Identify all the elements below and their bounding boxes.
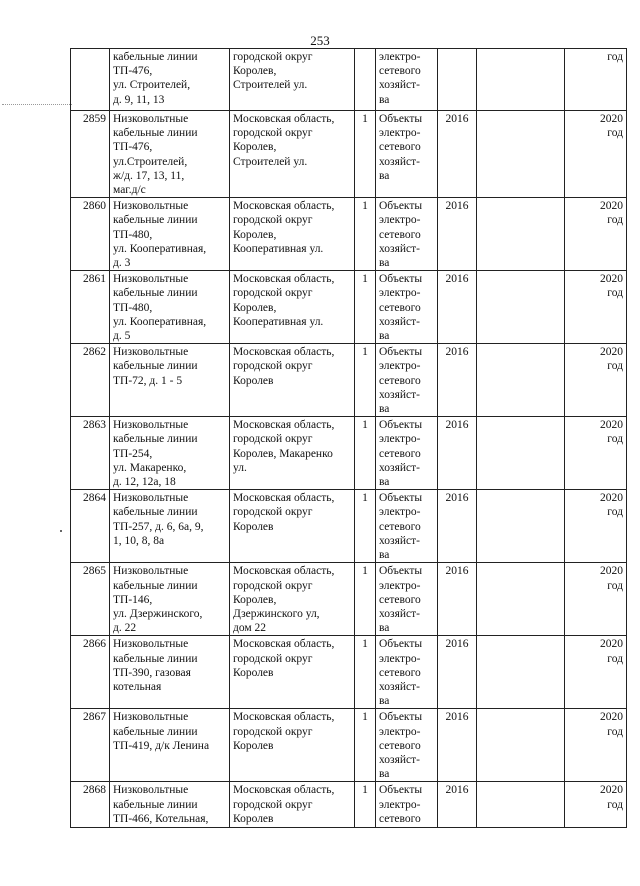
end-year: год	[565, 49, 627, 111]
object-type: Объекты электро- сетевого хозяйст- ва	[376, 417, 438, 490]
row-number: 2865	[71, 563, 110, 636]
row-number: 2868	[71, 782, 110, 828]
table-row	[71, 636, 627, 709]
address: Московская область, городской округ Королев	[230, 490, 355, 563]
empty-cell	[477, 111, 565, 198]
object-type: Объекты электро- сетевого	[376, 782, 438, 828]
year: 2016	[438, 636, 477, 709]
address: Московская область, городской округ Королев	[230, 344, 355, 417]
year: 2016	[438, 709, 477, 782]
registry-table	[70, 48, 627, 828]
row-number: 2863	[71, 417, 110, 490]
year: 2016	[438, 490, 477, 563]
line-name: кабельные линии ТП-476, ул. Строителей, д. 9, 11, 13	[110, 49, 230, 111]
address: Московская область, городской округ Королев	[230, 782, 355, 828]
end-year: 2020 год	[565, 563, 627, 636]
quantity: 1	[355, 344, 376, 417]
quantity: 1	[355, 271, 376, 344]
address: Московская область, городской округ Королев, Строителей ул.	[230, 111, 355, 198]
empty-cell	[477, 417, 565, 490]
empty-cell	[477, 198, 565, 271]
empty-cell	[477, 782, 565, 828]
quantity: 1	[355, 782, 376, 828]
quantity: 1	[355, 417, 376, 490]
quantity	[355, 49, 376, 111]
object-type: Объекты электро- сетевого хозяйст- ва	[376, 636, 438, 709]
quantity: 1	[355, 563, 376, 636]
empty-cell	[477, 271, 565, 344]
address: городской округ Королев, Строителей ул.	[230, 49, 355, 111]
quantity: 1	[355, 636, 376, 709]
table-row	[71, 271, 627, 344]
table-row	[71, 709, 627, 782]
end-year: 2020 год	[565, 709, 627, 782]
address: Московская область, городской округ Королев, Кооперативная ул.	[230, 271, 355, 344]
end-year: 2020 год	[565, 271, 627, 344]
address: Московская область, городской округ Королев, Дзержинского ул, дом 22	[230, 563, 355, 636]
table-row	[71, 417, 627, 490]
object-type: Объекты электро- сетевого хозяйст- ва	[376, 198, 438, 271]
year: 2016	[438, 344, 477, 417]
row-number	[71, 49, 110, 111]
row-number: 2861	[71, 271, 110, 344]
line-name: Низковольтные кабельные линии ТП-72, д. 1 - 5	[110, 344, 230, 417]
quantity: 1	[355, 198, 376, 271]
row-number: 2866	[71, 636, 110, 709]
year: 2016	[438, 111, 477, 198]
empty-cell	[477, 709, 565, 782]
row-number: 2864	[71, 490, 110, 563]
empty-cell	[477, 49, 565, 111]
year: 2016	[438, 782, 477, 828]
quantity: 1	[355, 709, 376, 782]
row-number: 2860	[71, 198, 110, 271]
table-row	[71, 198, 627, 271]
line-name: Низковольтные кабельные линии ТП-146, ул. Дзержинского, д. 22	[110, 563, 230, 636]
table-row	[71, 563, 627, 636]
empty-cell	[477, 563, 565, 636]
object-type: Объекты электро- сетевого хозяйст- ва	[376, 709, 438, 782]
scan-dot	[60, 530, 62, 532]
year: 2016	[438, 271, 477, 344]
quantity: 1	[355, 490, 376, 563]
line-name: Низковольтные кабельные линии ТП-390, газовая котельная	[110, 636, 230, 709]
year: 2016	[438, 563, 477, 636]
year	[438, 49, 477, 111]
object-type: Объекты электро- сетевого хозяйст- ва	[376, 271, 438, 344]
table-row	[71, 490, 627, 563]
line-name: Низковольтные кабельные линии ТП-466, Котельная,	[110, 782, 230, 828]
object-type: электро- сетевого хозяйст- ва	[376, 49, 438, 111]
table-row	[71, 49, 627, 111]
scan-artifact	[2, 104, 72, 107]
table-row	[71, 782, 627, 828]
empty-cell	[477, 344, 565, 417]
year: 2016	[438, 198, 477, 271]
object-type: Объекты электро- сетевого хозяйст- ва	[376, 111, 438, 198]
line-name: Низковольтные кабельные линии ТП-254, ул. Макаренко, д. 12, 12а, 18	[110, 417, 230, 490]
address: Московская область, городской округ Королев, Кооперативная ул.	[230, 198, 355, 271]
line-name: Низковольтные кабельные линии ТП-257, д. 6, 6а, 9, 1, 10, 8, 8а	[110, 490, 230, 563]
object-type: Объекты электро- сетевого хозяйст- ва	[376, 344, 438, 417]
end-year: 2020 год	[565, 782, 627, 828]
page-number: 253	[310, 33, 330, 48]
end-year: 2020 год	[565, 198, 627, 271]
empty-cell	[477, 636, 565, 709]
line-name: Низковольтные кабельные линии ТП-480, ул. Кооперативная, д. 5	[110, 271, 230, 344]
end-year: 2020 год	[565, 417, 627, 490]
table-row	[71, 111, 627, 198]
quantity: 1	[355, 111, 376, 198]
object-type: Объекты электро- сетевого хозяйст- ва	[376, 490, 438, 563]
table-row	[71, 344, 627, 417]
row-number: 2862	[71, 344, 110, 417]
address: Московская область, городской округ Королев, Макаренко ул.	[230, 417, 355, 490]
row-number: 2867	[71, 709, 110, 782]
end-year: 2020 год	[565, 636, 627, 709]
row-number: 2859	[71, 111, 110, 198]
end-year: 2020 год	[565, 344, 627, 417]
end-year: 2020 год	[565, 111, 627, 198]
line-name: Низковольтные кабельные линии ТП-480, ул. Кооперативная, д. 3	[110, 198, 230, 271]
address: Московская область, городской округ Королев	[230, 636, 355, 709]
object-type: Объекты электро- сетевого хозяйст- ва	[376, 563, 438, 636]
year: 2016	[438, 417, 477, 490]
end-year: 2020 год	[565, 490, 627, 563]
line-name: Низковольтные кабельные линии ТП-419, д/к Ленина	[110, 709, 230, 782]
empty-cell	[477, 490, 565, 563]
address: Московская область, городской округ Королев	[230, 709, 355, 782]
line-name: Низковольтные кабельные линии ТП-476, ул.Строителей, ж/д. 17, 13, 11, маг.д/с	[110, 111, 230, 198]
